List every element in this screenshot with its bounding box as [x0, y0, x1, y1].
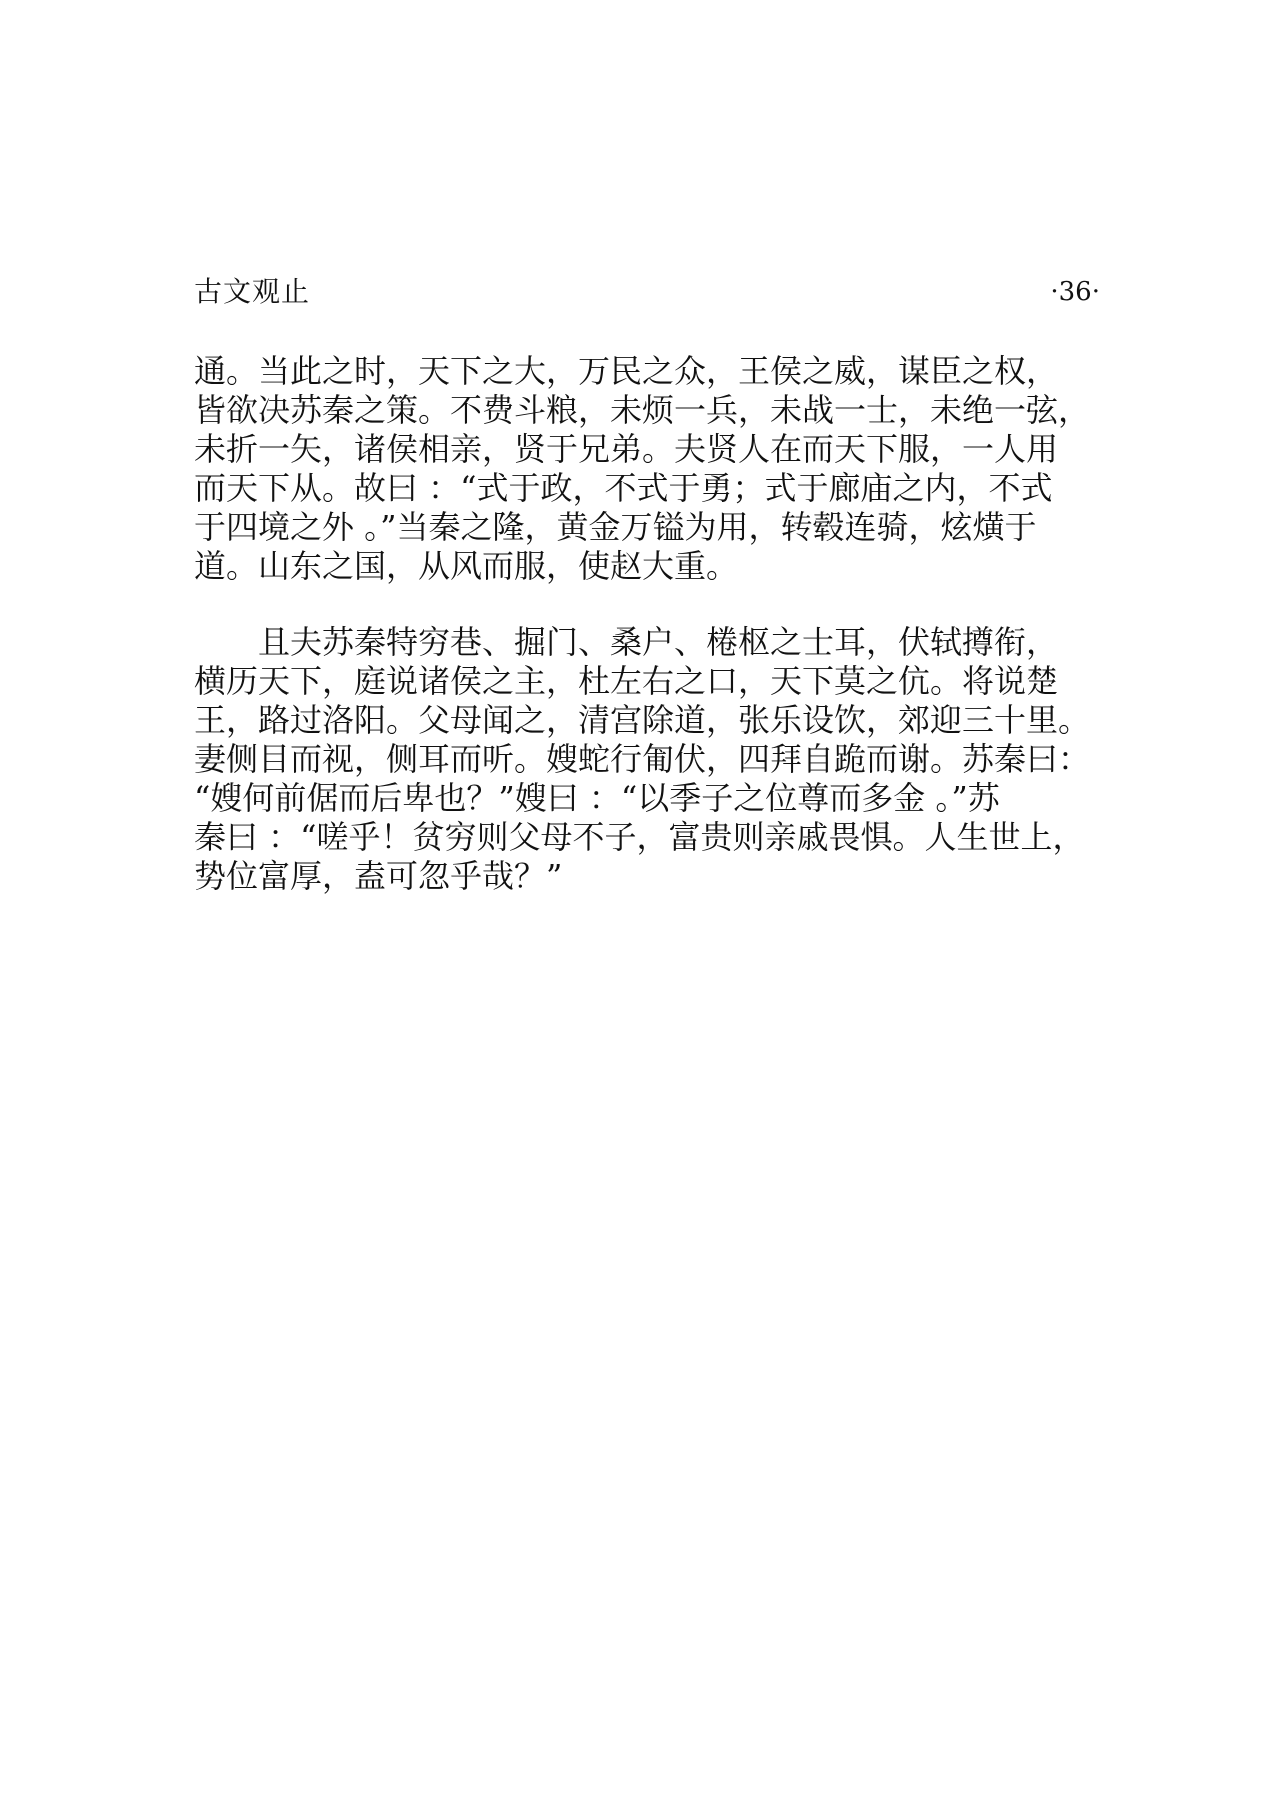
- text-line: “嫂何前倨而后卑也？”嫂曰 ：“以季子之位尊而多金 。”苏: [194, 779, 1000, 817]
- paragraph-1: [194, 352, 1100, 586]
- book-title: 古文观止: [194, 275, 311, 308]
- text-line: 通。当此之时，天下之大，万民之众，王侯之威，谋臣之权，: [194, 352, 1059, 390]
- text-line: 皆欲决苏秦之策。不费斗粮，未烦一兵，未战一士，未绝一弦，: [194, 391, 1091, 429]
- text-line: 横历天下，庭说诸侯之主，杜左右之口，天下莫之伉。将说楚: [194, 662, 1059, 700]
- text-line: 秦曰 ：“嗟乎！贫穷则父母不子，富贵则亲戚畏惧。人生世上，: [194, 818, 1085, 856]
- text-line: 王，路过洛阳。父母闻之，清宫除道，张乐设饮，郊迎三十里。: [194, 701, 1091, 739]
- text-line: 且夫苏秦特穷巷、掘门、桑户、棬枢之士耳，伏轼撙衔，: [258, 623, 1059, 661]
- paragraph-2: [194, 623, 1100, 896]
- text-line: 道。山东之国，从风而服，使赵大重。: [194, 547, 739, 585]
- text-line: 势位富厚，盍可忽乎哉？”: [194, 857, 563, 895]
- main-text: [194, 352, 1100, 896]
- text-line: 妻侧目而视，侧耳而听。嫂蛇行匍伏，四拜自跪而谢。苏秦曰：: [194, 740, 1091, 778]
- text-line: 而天下从。故曰 ：“式于政，不式于勇；式于廊庙之内，不式: [194, 469, 1053, 507]
- text-line: 于四境之外 。”当秦之隆，黄金万镒为用，转毂连骑，炫熿于: [194, 508, 1037, 546]
- paragraph-spacing: [194, 586, 1100, 623]
- page-number: ·36·: [1050, 277, 1100, 307]
- page-header: [194, 272, 1100, 312]
- text-line: 未折一矢，诸侯相亲，贤于兄弟。夫贤人在而天下服，一人用: [194, 430, 1059, 468]
